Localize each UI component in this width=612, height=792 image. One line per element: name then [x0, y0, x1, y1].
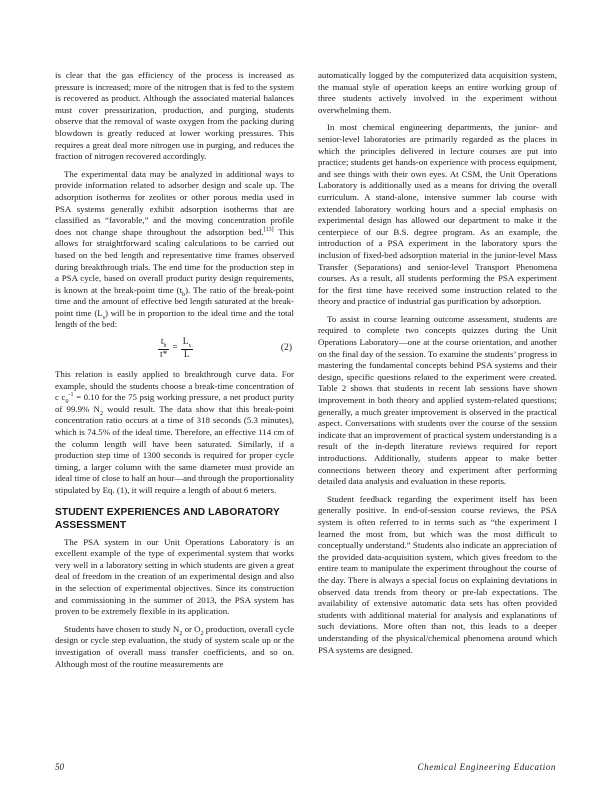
paragraph: Student feedback regarding the experiment itself has been generally positive. In end-of-session course reviews, the PSA system is often referred to in terms such as “the experiment I learned the most from, but which was the most difficult to conceptually understand.” Students also indicate an appreciation of the provided data-acquisition system, which gives freedom to the entire team to manipulate the experiment throughout the course of the day. There is always a special focus on explaining deviations in observed data trends from theory or pre-lab expectations. The availability of extensive automatic data sets has often provided students with additional material for analysis and explanations of such deviations. More often than not, this leads to a deeper understanding of the physical/chemical phenomena around which PSA systems are designed.: [318, 493, 557, 655]
equation-body: $t_b$ = $L_s$ t* L: [160, 337, 191, 360]
paragraph: Students have chosen to study $N_2$ or $O_2$ production, overall cycle design or cycle step evaluation, the study of system scale up or the investigation of overall mass transfer coefficients, and so on. Although most of the routine measurements are: [55, 623, 295, 669]
page-number: 50: [55, 762, 64, 772]
paragraph: The PSA system in our Unit Operations Laboratory is an excellent example of the type of experimental system that works very well in a laboratory setting in which students are given a great deal of freedom in the creation of an experimental design and also in the selection of experimental objectives. Since its construction and commissioning in the summer of 2013, the PSA system has proven to be extremely flexible in its application.: [55, 536, 294, 617]
section-heading: STUDENT EXPERIENCES AND LABORATORY ASSESSMENT: [55, 506, 280, 531]
paragraph: This relation is easily applied to breakthrough curve data. For example, should the students choose a break-time concentration of c $c_0^{-1} = 0.10$ for the 75 psig working pressure, a net product purity of 99.9% $N_2$ would result. The data show that this break-point concentration ratio occurs at a time of 318 seconds (5.3 minutes), which is 74.5% of the ideal time. Therefore, an effective 114 cm of the column length will have been saturated. Similarly, if a production step time of 1300 seconds is required for proper cycle timing, a larger column with the same diameter must provide an ideal time of close to half an hour—and through the proportionality stipulated by Eq. (1), it will require a length of about 6 meters.: [55, 369, 294, 495]
paragraph: automatically logged by the computerized data acquisition system, the manual style of operation keeps an entire working group of three students actively involved in the experiment without overwhelming them.: [318, 70, 557, 115]
right-column: [318, 70, 557, 656]
equation-number: (2): [280, 343, 292, 354]
paragraph: To assist in course learning outcome assessment, students are required to complete two concepts quizzes during the Unit Operations Laboratory—one at the course orientation, and another on the final day of the session. To examine the students’ progress in mastering the fundamental concepts behind PSA systems and their design, specific questions related to the experiment were created. Table 2 shows that students in recent lab sessions have shown improvement in both theory and applied system-related questions; generally, a much greater improvement is observed in the practical aspect. Conversations with students over the course of the session indicate that an improvement of practical system understanding is a result of the in-depth literature reviews required for report introductions. Additionally, students appear to make better connections between theory and experiment after performing detailed data analysis and evaluation in these reports.: [318, 313, 558, 487]
left-column: [55, 70, 294, 670]
paragraph: The experimental data may be analyzed in additional ways to provide information related to adsorber design and scale up. The adsorption isotherms for zeolites or other porous media used in PSA systems generally exhibit adsorption isotherms that are classified as “favorable,” and the moving concentration profile does not change shape throughout the adsorption bed.[13] This allows for straightforward scaling calculations to be carried out based on the bed length and representative time frames observed during breakthrough trials. The end time for the production step in a PSA cycle, based on overall product purity design requirements, is known at the break-point time $(t_b)$. The ratio of the break-point time and the amount of effective bed length saturated at the break-point time $(L_s)$ will be in proportion to the ideal time and the total length of the bed:: [55, 168, 294, 330]
journal-title: Chemical Engineering Education: [417, 762, 556, 772]
paragraph: In most chemical engineering departments, the junior- and senior-level laboratories are primarily regarded as the places in which the principles delivered in lecture courses are put into practice; students get hands-on experience with process equipment, and see things with their own eyes. At CSM, the Unit Operations Laboratory is additionally used as a means for driving the overall curriculum. A stand-alone, intensive summer lab course with extended laboratory working hours and a special emphasis on experimental design has allowed our department to make it the centerpiece of our B.S. degree program. As an example, the introduction of a PSA experiment in the laboratory spurs the inclusion of fixed-bed adsorption material in the junior-level Mass Transfer (Separations) and senior-level Transport Phenomena courses. As a result, all students performing the PSA experiment for the first time have received some instruction related to the theory and practice of industrial gas purification by adsorption.: [318, 122, 557, 307]
paragraph: is clear that the gas efficiency of the process is increased as pressure is increased; more of the nitrogen that is fed to the system is recovered as product. Although the associated material balances must cover pressurization, production, and purging, students observe that the removal of waste oxygen from the packing during blowdown is greatly reduced at lower working pressures. This requires a great deal more nitrogen use in purging, and reduces the fraction of nitrogen recovered accordingly.: [55, 70, 294, 162]
equation-2: [55, 335, 294, 365]
